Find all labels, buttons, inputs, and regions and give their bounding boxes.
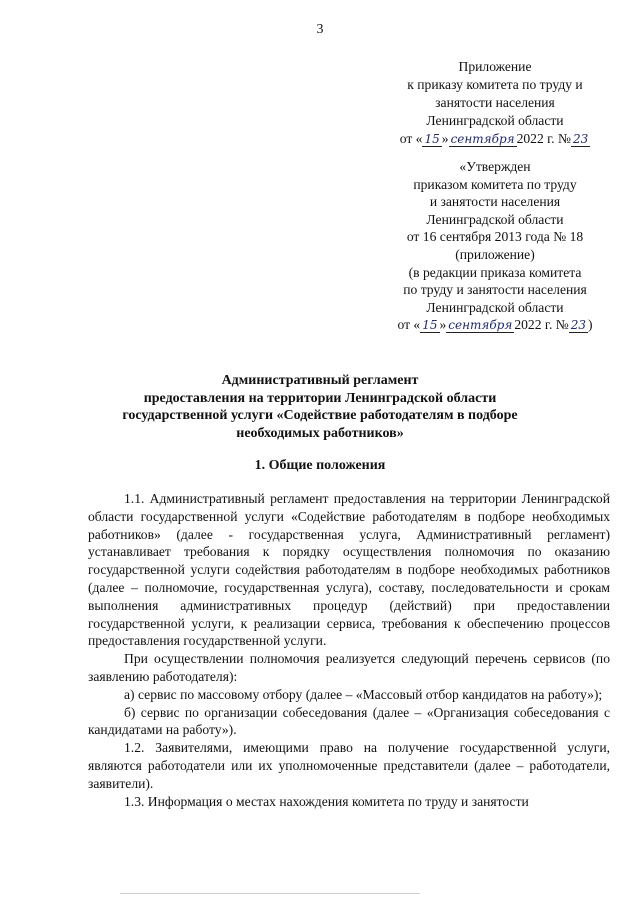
handwritten-month: сентября (448, 318, 513, 333)
approved-block (370, 158, 620, 335)
appendix-line-1: Приложение (458, 59, 532, 74)
approved-line-2: приказом комитета по труду (413, 176, 577, 192)
approved-line-4: Ленинградской области (426, 211, 564, 227)
appendix-line-4: Ленинградской области (426, 113, 564, 128)
scan-artifact-line (120, 893, 420, 894)
handwritten-day: 15 (424, 132, 440, 146)
date-year-number: 2022 г. № (514, 317, 569, 333)
date-prefix: от « (397, 317, 421, 333)
approved-line-6: (приложение) (455, 246, 535, 262)
approved-line-3: и занятости населения (429, 194, 561, 210)
appendix-date-line: от « 15 » сентября 2022 г. № 23 (399, 131, 589, 146)
page-number: 3 (316, 22, 324, 37)
handwritten-month: сентября (450, 132, 515, 146)
approved-line-7: (в редакции приказа комитета (408, 264, 582, 280)
appendix-block (370, 58, 620, 148)
document-body (88, 490, 610, 810)
handwritten-number: 23 (570, 318, 586, 333)
title-line-2: предоставления на территории Ленинградской области (143, 390, 497, 406)
paragraph-1-2: 1.2. Заявителями, имеющими право на получение государственной услуги, являются работодатели или их уполномоченные представители (далее – работодатели, заявители). (88, 740, 610, 791)
approved-date-line: от « 15 » сентября 2022 г. № 23 ) (397, 317, 593, 333)
paragraph-service-a: а) сервис по массовому отбору (далее – «Массовый отбор кандидатов на работу»); (124, 686, 603, 702)
approved-line-8: по труду и занятости населения (403, 282, 587, 298)
approved-line-9: Ленинградской области (426, 299, 564, 315)
section-heading: 1. Общие положения (254, 458, 386, 473)
paragraph-1-3: 1.3. Информация о местах нахождения комитета по труду и занятости (124, 793, 529, 809)
handwritten-day: 15 (422, 318, 438, 333)
approved-line-1: «Утвержден (459, 159, 531, 174)
handwritten-number: 23 (572, 132, 589, 146)
title-line-3: государственной услуги «Содействие работодателям в подборе (122, 408, 518, 423)
paragraph-services-intro: При осуществлении полномочия реализуется следующий перечень сервисов (по заявлению работодателя): (88, 651, 610, 684)
appendix-line-2: к приказу комитета по труду и (407, 77, 583, 92)
paragraph-1-1: 1.1. Административный регламент предоставления на территории Ленинградской области государственной услуги «Содействие работодателям в подборе необходимых работников» (далее - государственная услуга, Административный регламент) устанавливает требования к порядку осуществления полномочия по оказанию государственной услуги содействия работодателям в подборе необходимых работников (далее – полномочие, государственная услуга), составу, последовательности и срокам выполнения административных процедур (действий) при предоставлении государственной услуги, к реализации сервиса, требования к обеспечению процессов предоставления государственной услуги. (88, 491, 610, 649)
paragraph-service-b: б) сервис по организации собеседования (далее – «Организация собеседования с кандидатами на работу»). (88, 704, 610, 738)
date-prefix: от « (399, 131, 423, 146)
date-suffix: ) (588, 317, 593, 333)
appendix-line-3: занятости населения (435, 95, 555, 110)
regulation-title (0, 372, 640, 442)
date-year-number: 2022 г. № (516, 131, 571, 146)
approved-line-5: от 16 сентября 2013 года № 18 (406, 229, 584, 245)
title-line-4: необходимых работников» (236, 425, 404, 441)
title-line-1: Административный регламент (221, 373, 419, 388)
